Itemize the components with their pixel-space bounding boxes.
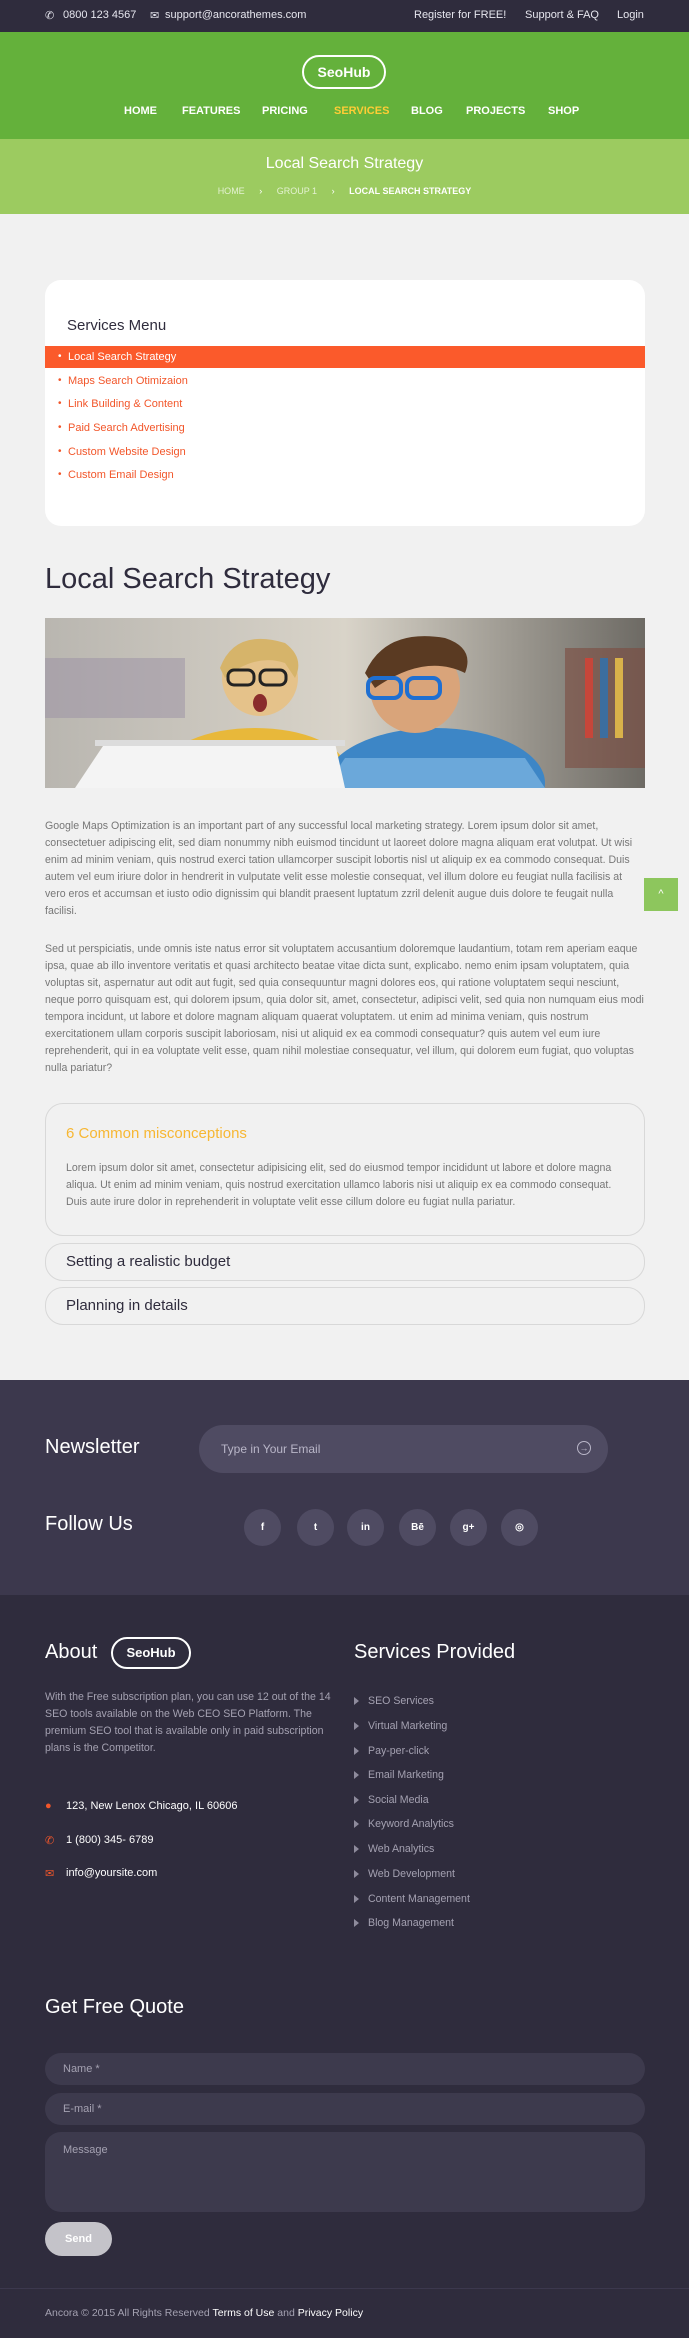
copyright: Ancora © 2015 All Rights Reserved Terms of Use and Privacy Policy xyxy=(45,2307,364,2319)
services-provided-heading: Services Provided xyxy=(354,1641,516,1663)
accordion-open-title[interactable]: 6 Common misconceptions xyxy=(66,1125,247,1142)
services-menu-item-paid-search[interactable]: • Paid Search Advertising xyxy=(58,422,185,434)
register-link[interactable]: Register for FREE! xyxy=(414,9,507,21)
scroll-to-top-button[interactable]: ^ xyxy=(644,878,678,911)
about-heading: About xyxy=(45,1641,98,1663)
nav-services[interactable]: SERVICES xyxy=(334,105,390,117)
caret-right-icon xyxy=(354,1895,359,1903)
accordion-item-budget[interactable]: Setting a realistic budget xyxy=(45,1243,645,1281)
twitter-icon[interactable]: t xyxy=(297,1509,334,1546)
services-menu-item-link-building[interactable]: • Link Building & Content xyxy=(58,398,183,410)
send-button[interactable]: Send xyxy=(45,2222,112,2256)
nav-features[interactable]: FEATURES xyxy=(182,105,241,117)
breadcrumb xyxy=(0,186,689,196)
site-logo[interactable]: SeoHub xyxy=(302,55,386,89)
services-menu-item-maps-search[interactable]: • Maps Search Otimizaion xyxy=(58,375,188,387)
nav-home[interactable]: HOME xyxy=(124,105,157,117)
caret-right-icon xyxy=(354,1870,359,1878)
newsletter-email-input[interactable] xyxy=(199,1425,608,1473)
follow-heading: Follow Us xyxy=(45,1513,133,1535)
content-paragraph-2: Sed ut perspiciatis, unde omnis iste natus error sit voluptatem accusantium doloremque laudantium, totam rem aperiam eaque ipsa, quae ab illo inventore veritatis et quasi architecto beatae vitae dicta sunt, explicabo. nemo enim ipsam voluptatem, quia voluptas sit, aspernatur aut odit aut fugit, sed quia consequuntur magni dolores eos, qui ratione voluptatem sequi nesciunt, neque porro quisquam est, qui dolorem ipsum, quia dolor sit, amet, consectetur, adipisci velit, sed quia non numquam eius modi tempora incidunt, ut labore et dolore magnam aliquam quaerat voluptatem. ut enim ad minima veniam, quis nostrum exercitationem ullam corporis suscipit laboriosam, nisi ut aliquid ex ea commodi consequatur? quis autem vel eum iure reprehenderit, qui in ea voluptate velit esse, quam nihil molestiae consequatur, vel illum, qui dolorem eum fugiat, quo voluptas nulla pariatur? xyxy=(45,943,644,1074)
accordion-item-open[interactable] xyxy=(45,1103,645,1236)
quote-heading: Get Free Quote xyxy=(45,1996,184,2018)
services-menu-item-website-design[interactable]: • Custom Website Design xyxy=(58,446,186,458)
arrow-right-icon[interactable]: → xyxy=(577,1441,591,1455)
top-bar xyxy=(0,0,689,32)
caret-right-icon xyxy=(354,1919,359,1927)
content-paragraph-1: Google Maps Optimization is an important part of any successful local marketing strategy. Lorem ipsum dolor sit amet, consectetuer adipiscing elit, sed diam nonummy nibh euismod tincidunt ut laoreet dolore magna aliquam erat volutpat. Ut wisi enim ad minim veniam, quis nostrud exerci tation ullamcorper suscipit lobortis nisl ut aliquip ex ea commodo consequat. Duis autem vel eum iriure dolor in hendrerit in vulputate velit esse molestie consequat, vel illum dolore eu feugiat nulla facilisis at vero eros et accumsan et iusto odio dignissim qui blandit praesent luptatum zzril delenit augue duis dolore te feugait nulla facilisi. xyxy=(45,820,633,917)
quote-email-input[interactable]: E-mail * xyxy=(45,2093,645,2125)
page-title-band xyxy=(0,139,689,214)
footer-logo[interactable]: SeoHub xyxy=(111,1637,191,1669)
page-heading: Local Search Strategy xyxy=(265,155,424,172)
terms-link[interactable]: Terms of Use xyxy=(212,2307,275,2319)
breadcrumb-chevron-icon: › xyxy=(331,186,335,196)
top-email[interactable]: support@ancorathemes.com xyxy=(165,9,307,21)
hero-photo-illustration xyxy=(45,618,645,788)
breadcrumb-chevron-icon: › xyxy=(259,186,263,196)
content-title: Local Search Strategy xyxy=(45,563,331,595)
footer-divider xyxy=(0,2288,689,2289)
caret-right-icon xyxy=(354,1820,359,1828)
envelope-icon: ✉ xyxy=(45,1868,55,1880)
caret-right-icon xyxy=(354,1722,359,1730)
top-phone[interactable]: 0800 123 4567 xyxy=(63,9,137,21)
services-menu-title: Services Menu xyxy=(67,317,167,334)
phone-icon: ✆ xyxy=(45,10,55,22)
nav-shop[interactable]: SHOP xyxy=(548,105,580,117)
facebook-icon[interactable]: f xyxy=(244,1509,281,1546)
site-header xyxy=(0,32,689,139)
privacy-link[interactable]: Privacy Policy xyxy=(297,2307,364,2319)
newsletter-placeholder: Type in Your Email xyxy=(221,1442,321,1456)
nav-pricing[interactable]: PRICING xyxy=(262,105,308,117)
breadcrumb-current: LOCAL SEARCH STRATEGY xyxy=(349,186,472,196)
mail-icon: ✉ xyxy=(150,10,160,22)
behance-icon[interactable]: Bē xyxy=(399,1509,436,1546)
about-text: With the Free subscription plan, you can use 12 out of the 14 SEO tools available on the Web CEO SEO Platform. The premium SEO tool that is available only in paid subscription plans is the Competitor. xyxy=(45,1691,331,1754)
breadcrumb-home[interactable]: HOME xyxy=(217,186,245,196)
linkedin-icon[interactable]: in xyxy=(347,1509,384,1546)
hero-image xyxy=(45,618,645,788)
accordion-item-planning[interactable]: Planning in details xyxy=(45,1287,645,1325)
quote-message-textarea[interactable]: Message xyxy=(45,2132,645,2212)
newsletter-heading: Newsletter xyxy=(45,1436,140,1458)
accordion-open-text: Lorem ipsum dolor sit amet, consectetur adipisicing elit, sed do eiusmod tempor incididunt ut labore et dolore magna aliqua. Ut enim ad minim veniam, quis nostrud exercitation ullamco laboris nisi ut aliquip ex ea commodo consequat. Duis aute irure dolor in reprehenderit in voluptate velit esse cillum dolore eu fugiat nulla pariatur. xyxy=(66,1162,612,1208)
caret-right-icon xyxy=(354,1845,359,1853)
instagram-icon[interactable]: ◎ xyxy=(501,1509,538,1546)
site-footer: About SeoHub With the Free subscription plan, you can use 12 out of the 14 SEO tools available on the Web CEO SEO Platform. The premium SEO tool that is available only in paid subscription plans is the Competitor. ● 123, New Lenox Chicago, IL 60606 ✆ 1 (800) 345- 6789 ✉ info@yoursite.com Services Provided SEO Services Virtual Marketing Pay-per-click Email Marketing Social Media Keyword Analytics Web Analytics Web Development Content Management Blog Management Get Free Quote Name * E-mail * Message Send Ancora © 2015 All Rights Reserved Terms of Use and Privacy Policy xyxy=(0,1595,689,2338)
newsletter-section xyxy=(0,1380,689,1595)
phone-icon: ✆ xyxy=(45,1835,55,1847)
login-link[interactable]: Login xyxy=(617,9,644,21)
caret-right-icon xyxy=(354,1697,359,1705)
location-pin-icon: ● xyxy=(45,1800,52,1812)
nav-projects[interactable]: PROJECTS xyxy=(466,105,526,117)
breadcrumb-group[interactable]: GROUP 1 xyxy=(276,186,318,196)
services-menu-item-local-search[interactable]: • Local Search Strategy xyxy=(45,346,645,368)
google-plus-icon[interactable]: g+ xyxy=(450,1509,487,1546)
services-menu xyxy=(45,280,645,526)
services-menu-item-email-design[interactable]: • Custom Email Design xyxy=(58,469,174,481)
caret-right-icon xyxy=(354,1747,359,1755)
caret-right-icon xyxy=(354,1771,359,1779)
nav-blog[interactable]: BLOG xyxy=(411,105,443,117)
caret-right-icon xyxy=(354,1796,359,1804)
support-link[interactable]: Support & FAQ xyxy=(525,9,599,21)
quote-name-input[interactable]: Name * xyxy=(45,2053,645,2085)
